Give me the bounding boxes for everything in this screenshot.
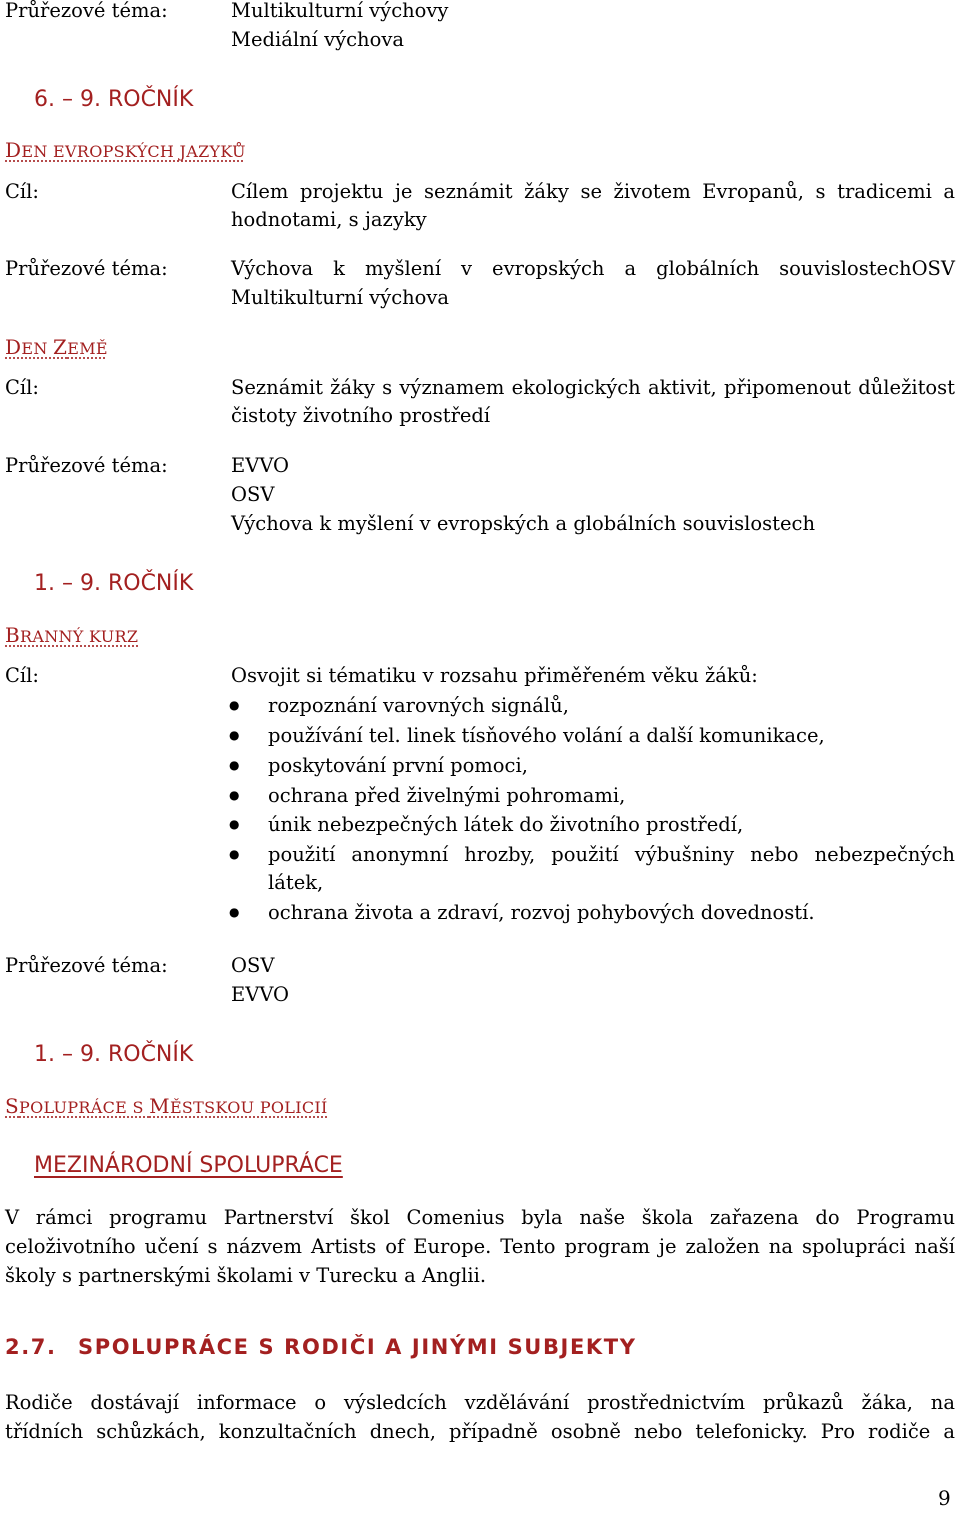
tema-label: Průřezové téma: xyxy=(5,954,168,977)
section-initial: D xyxy=(5,335,22,359)
section-initial: D xyxy=(5,138,22,162)
top-tema-line-1: Multikulturní výchovy xyxy=(231,0,449,22)
paragraph-line-2: třídních schůzkách, konzultačních dnech, případně osobně nebo telefonicky. Pro rodiče a xyxy=(5,1420,955,1443)
section-initial: Z xyxy=(53,335,68,359)
tema-line-1: EVVO xyxy=(231,454,290,477)
cil-label: Cíl: xyxy=(5,664,39,687)
cil-label: Cíl: xyxy=(5,180,39,203)
list-item xyxy=(233,810,955,839)
list-item-text: ● únik nebezpečných látek do životního prostředí, xyxy=(268,813,744,836)
list-item-text: ● ochrana života a zdraví, rozvoj pohybových dovedností. xyxy=(268,901,815,924)
list-item xyxy=(233,751,955,780)
list-item-continuation: látek, xyxy=(268,871,324,894)
tema-text-line-2: Multikulturní výchova xyxy=(231,286,450,309)
tema-text-line-1: Výchova k myšlení v evropských a globálních souvislostechOSV xyxy=(231,257,955,280)
paragraph-line-1: V rámci programu Partnerství škol Comenius byla naše škola zařazena do Programu xyxy=(5,1206,955,1229)
list-item xyxy=(233,691,955,720)
tema-line-2: OSV xyxy=(231,483,275,506)
cil-intro: Osvojit si tématiku v rozsahu přiměřeném věku žáků: xyxy=(231,664,758,687)
paragraph-line-2: celoživotního učení s názvem Artists of Europe. Tento program je založen na spolupráci naší xyxy=(5,1235,955,1258)
tema-line-2: EVVO xyxy=(231,983,290,1006)
section-initial: B xyxy=(5,623,20,647)
section-initial: S xyxy=(5,1094,20,1118)
section-rest: EN xyxy=(21,339,54,358)
list-item xyxy=(233,721,955,750)
tema-line-3: Výchova k myšlení v evropských a globálních souvislostech xyxy=(231,512,816,535)
section-initial: M xyxy=(149,1094,170,1118)
list-item xyxy=(233,781,955,810)
cil-label: Cíl: xyxy=(5,376,39,399)
tema-line-1: OSV xyxy=(231,954,275,977)
section-rest: RANNÝ KURZ xyxy=(20,627,139,646)
section-rest: ĚSTSKOU POLICIÍ xyxy=(169,1098,328,1117)
section-title: SPOLUPRÁCE S RODIČI A JINÝMI SUBJEKTY xyxy=(78,1335,637,1359)
grade-heading-1-9-b: 1. – 9. ROČNÍK xyxy=(34,1042,194,1067)
section-den-evropskych-jazyku xyxy=(5,136,246,166)
section-number: 2.7. xyxy=(5,1335,57,1359)
cil-text-line-1: Seznámit žáky s významem ekologických aktivit, připomenout důležitost xyxy=(231,376,955,399)
cil-text-line-1: Cílem projektu je seznámit žáky se životem Evropanů, s tradicemi a xyxy=(231,180,955,203)
top-tema-line-2: Mediální výchova xyxy=(231,28,404,51)
paragraph-line-1: Rodiče dostávají informace o výsledcích vzdělávání prostřednictvím průkazů žáka, na xyxy=(5,1391,955,1414)
heading-mezinarodni-spoluprace: MEZINÁRODNÍ SPOLUPRÁCE xyxy=(34,1153,343,1178)
section-den-zeme xyxy=(5,333,108,363)
section-rest: EN EVROPSKÝCH JAZYKŮ xyxy=(21,142,246,161)
section-rest: EMĚ xyxy=(67,339,108,358)
list-item-text: ● ochrana před živelnými pohromami, xyxy=(268,784,626,807)
cil-text-line-2: čistoty životního prostředí xyxy=(231,404,491,427)
section-rest: POLUPRÁCE S xyxy=(19,1098,150,1117)
list-item-text: ● rozpoznání varovných signálů, xyxy=(268,694,569,717)
list-item xyxy=(233,840,955,869)
list-item-text: ● používání tel. linek tísňového volání a další komunikace, xyxy=(268,724,825,747)
page-number: 9 xyxy=(938,1486,951,1510)
tema-label: Průřezové téma: xyxy=(5,454,168,477)
grade-heading-1-9: 1. – 9. ROČNÍK xyxy=(34,571,194,596)
section-branny-kurz xyxy=(5,621,138,651)
list-item-text: ● poskytování první pomoci, xyxy=(268,754,528,777)
tema-label: Průřezové téma: xyxy=(5,257,168,280)
cil-text-line-2: hodnotami, s jazyky xyxy=(231,208,427,231)
paragraph-line-3: školy s partnerskými školami v Turecku a Anglii. xyxy=(5,1264,487,1287)
list-item-text: ● použití anonymní hrozby, použití výbušniny nebo nebezpečných xyxy=(268,843,955,866)
top-tema-label: Průřezové téma: xyxy=(5,0,168,22)
grade-heading-6-9: 6. – 9. ROČNÍK xyxy=(34,87,194,112)
section-spoluprace-policie xyxy=(5,1092,328,1122)
list-item xyxy=(233,898,955,927)
